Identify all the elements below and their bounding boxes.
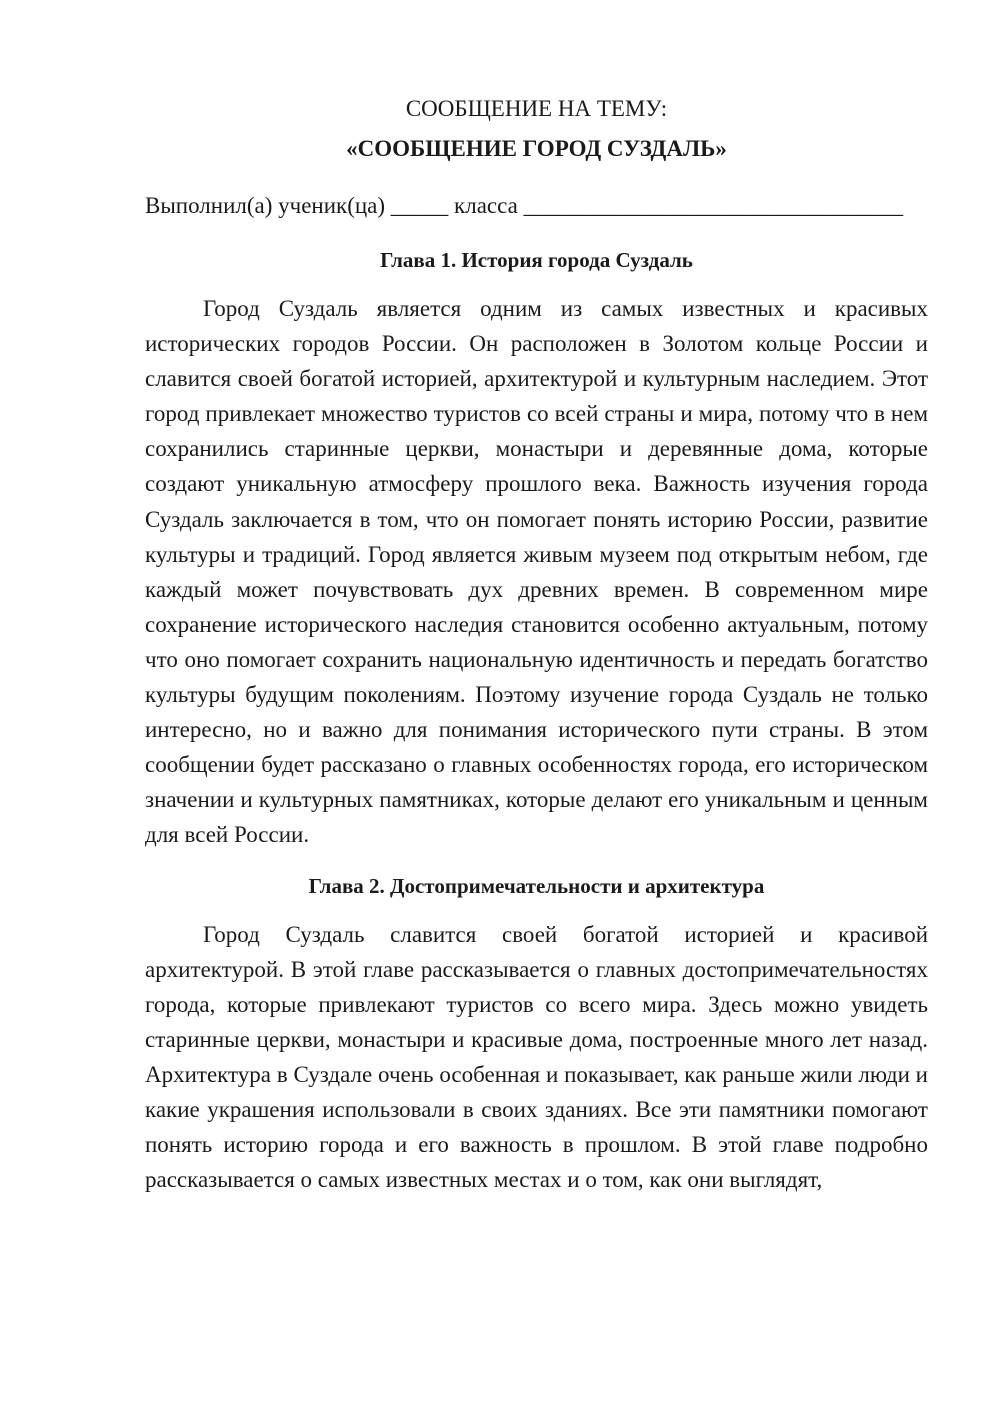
document-title: «СООБЩЕНИЕ ГОРОД СУЗДАЛЬ»	[346, 136, 727, 161]
chapter-2-heading: Глава 2. Достопримечательности и архитектура	[308, 873, 765, 898]
chapter-1-paragraph: Город Суздаль является одним из самых известных и красивых исторических городов России. Он расположен в Золотом кольце России и славится своей богатой историей, архитектурой и культурным наследием. Этот город привлекает множество туристов со всей страны и мира, потому что в нем сохранились старинные церкви, монастыри и деревянные дома, которые создают уникальную атмосферу прошлого века. Важность изучения города Суздаль заключается в том, что он помогает понять историю России, развитие культуры и традиций. Город является живым музеем под открытым небом, где каждый может почувствовать дух древних времен. В современном мире сохранение исторического наследия становится особенно актуальным, потому что оно помогает сохранить национальную идентичность и передать богатство культуры будущим поколениям. Поэтому изучение города Суздаль не только интересно, но и важно для понимания исторического пути страны. В этом сообщении будет рассказано о главных особенностях города, его историческом значении и культурных памятниках, которые делают его уникальным и ценным для всей России.	[145, 296, 928, 848]
chapter-2-paragraph: Город Суздаль славится своей богатой историей и красивой архитектурой. В этой главе рассказывается о главных достопримечательностях города, которые привлекают туристов со всего мира. Здесь можно увидеть старинные церкви, монастыри и красивые дома, построенные много лет назад. Архитектура в Суздале очень особенная и показывает, как раньше жили люди и какие украшения использовали в своих зданиях. Все эти памятники помогают понять историю города и его важность в прошлом. В этой главе подробно рассказывается о самых известных местах и о том, как они выглядят,	[145, 921, 928, 1193]
document-page	[145, 92, 928, 1197]
author-line: Выполнил(а) ученик(ца) _____ класса _________________________________	[145, 193, 904, 218]
chapter-1-heading: Глава 1. История города Суздаль	[380, 248, 693, 272]
document-header-line: СООБЩЕНИЕ НА ТЕМУ:	[405, 96, 668, 121]
